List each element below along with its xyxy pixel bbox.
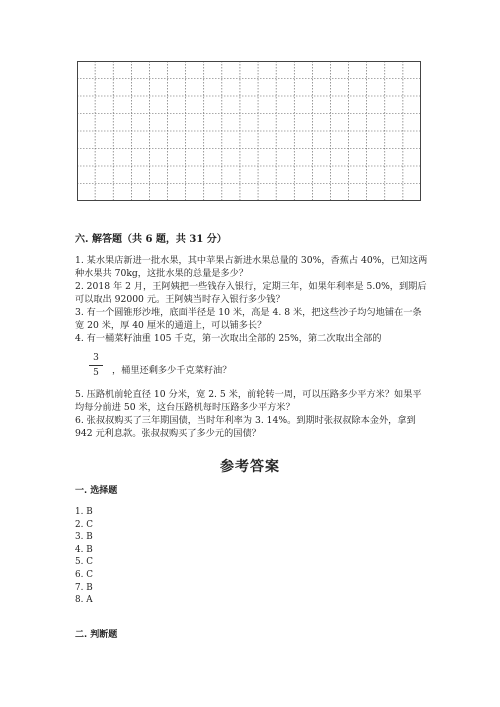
question-5 <box>75 388 430 415</box>
question-4 <box>75 332 430 345</box>
answer-item: 2. C <box>75 519 93 530</box>
question-1 <box>75 254 430 281</box>
answers-title: 参考答案 <box>220 459 280 475</box>
answers-section2-heading: 二. 判断题 <box>75 630 118 640</box>
question-4-fraction <box>89 352 103 379</box>
choice-answer-list <box>75 506 93 607</box>
writing-grid <box>77 61 421 201</box>
question-1-text: 1. 某水果店新进一批水果，其中苹果占新进水果总量的 30%，香蕉占 40%，已知这两种水果共 70kg，这批水果的总量是多少？ <box>75 255 428 280</box>
question-5-text: 5. 压路机前轮直径 10 分米，宽 2. 5 米，前轮转一周，可以压路多少平方米？如果平均每分前进 50 米，这台压路机每时压路多少平方米？ <box>75 389 422 414</box>
question-6 <box>75 414 430 441</box>
question-4-tail: ，桶里还剩多少千克菜籽油？ <box>112 365 232 376</box>
question-2 <box>75 280 430 307</box>
question-2-text: 2. 2018 年 2 月，王阿姨把一些钱存入银行，定期三年，如果年利率是 5.0%，到期后可以取出 92000 元。王阿姨当时存入银行多少钱？ <box>75 281 427 306</box>
answer-item: 3. B <box>75 532 93 543</box>
answer-item: 1. B <box>75 507 93 517</box>
question-6-text: 6. 张叔叔购买了三年期国债，当时年利率为 3. 14%。到期时张叔叔除本金外，拿到 942 元利息款。张叔叔购买了多少元的国债？ <box>75 415 416 440</box>
answer-item: 7. B <box>75 582 93 593</box>
answer-item: 4. B <box>75 544 93 555</box>
writing-grid-lines <box>77 61 421 201</box>
question-3 <box>75 306 430 333</box>
section6-heading: 六. 解答题（共 6 题，共 31 分） <box>75 234 227 245</box>
answers-section1-heading: 一. 选择题 <box>75 486 118 496</box>
answer-item: 5. C <box>75 557 93 568</box>
question-4-text: 4. 有一桶菜籽油重 105 千克，第一次取出全部的 25%，第二次取出全部的 <box>75 333 382 344</box>
fraction-numerator: 3 <box>89 352 103 366</box>
answer-item: 6. C <box>75 569 93 580</box>
fraction-denominator: 5 <box>93 368 99 378</box>
question-3-text: 3. 有一个圆锥形沙堆，底面半径是 10 米，高是 4. 8 米，把这些沙子均匀地铺在一条宽 20 米，厚 40 厘米的通道上，可以铺多长？ <box>75 307 422 332</box>
answer-item: 8. A <box>75 595 93 606</box>
